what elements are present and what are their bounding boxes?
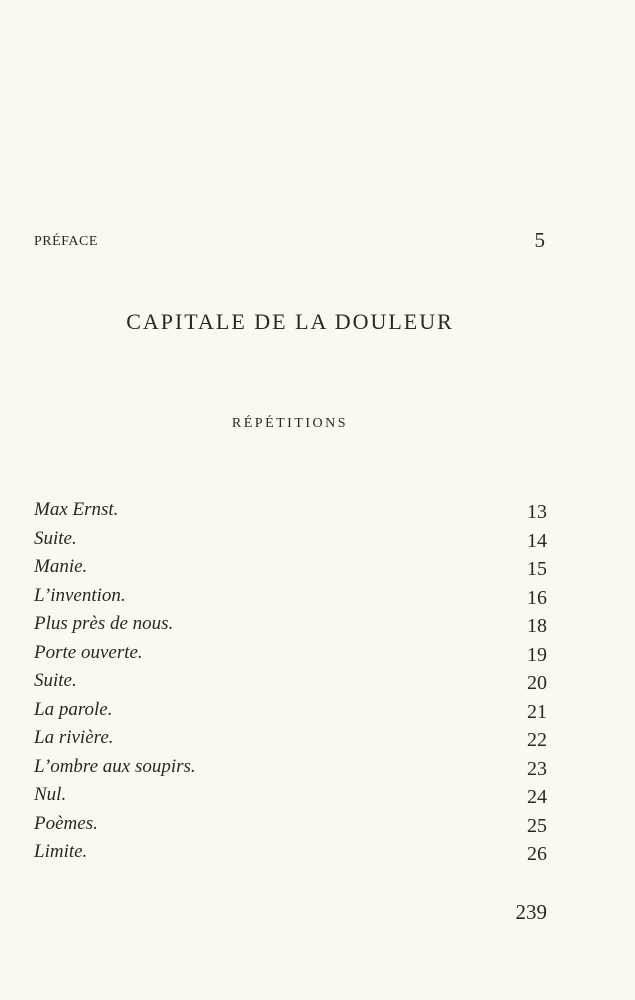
toc-entry-page: 21: [527, 700, 547, 723]
toc-entry-title: L’invention.: [34, 584, 126, 606]
toc-entry-title: Suite.: [34, 670, 77, 691]
toc-entry: [34, 556, 547, 585]
toc-entry-title: Poèmes.: [34, 812, 98, 834]
toc-entry-title: Plus près de nous.: [34, 613, 174, 634]
toc-entry-title: Max Ernst.: [34, 499, 119, 520]
toc-entry-preface: [34, 228, 545, 258]
toc-entry: [34, 642, 547, 671]
toc-entry-page: 20: [527, 672, 547, 694]
toc-entry-title: L’ombre aux soupirs.: [34, 755, 196, 777]
toc-entry-page: 19: [527, 643, 547, 666]
toc-entry-page: 24: [527, 786, 547, 808]
toc-entry: [34, 499, 547, 528]
toc-entry: [34, 841, 547, 870]
toc-entry: [34, 528, 547, 557]
toc-entry: [34, 756, 547, 785]
toc-entry-title: La parole.: [34, 698, 113, 720]
folio-page-number: 239: [515, 900, 547, 924]
preface-label: PRÉFACE: [34, 234, 98, 249]
toc-entry-page: 22: [527, 729, 547, 751]
toc-entry-page: 26: [527, 843, 547, 865]
toc-entry: [34, 813, 547, 842]
toc-entry-title: Suite.: [34, 527, 77, 549]
toc-entry-title: Manie.: [34, 556, 88, 577]
toc-entry-page: 15: [527, 558, 547, 580]
toc-entry: [34, 613, 547, 642]
toc-entry-page: 25: [527, 814, 547, 837]
toc-entry: [34, 784, 547, 813]
toc-entry-title: Porte ouverte.: [34, 641, 143, 663]
toc-entry-page: 18: [527, 615, 547, 637]
toc-entry: [34, 699, 547, 728]
section-title: RÉPÉTITIONS: [231, 416, 349, 431]
toc-entry-title: Nul.: [34, 784, 67, 805]
preface-page-number: 5: [534, 228, 545, 252]
toc-entry-page: 14: [527, 529, 547, 552]
toc-entry-page: 16: [527, 586, 547, 609]
collection-title: CAPITALE DE LA DOULEUR: [126, 309, 454, 334]
toc-entry-title: Limite.: [34, 841, 88, 862]
toc-entry-title: La rivière.: [34, 727, 114, 748]
toc-entry: [34, 585, 547, 614]
toc-entry-page: 23: [527, 757, 547, 780]
toc-entry: [34, 670, 547, 699]
table-of-contents: [34, 499, 547, 870]
toc-entry-page: 13: [527, 501, 547, 523]
toc-entry: [34, 727, 547, 756]
